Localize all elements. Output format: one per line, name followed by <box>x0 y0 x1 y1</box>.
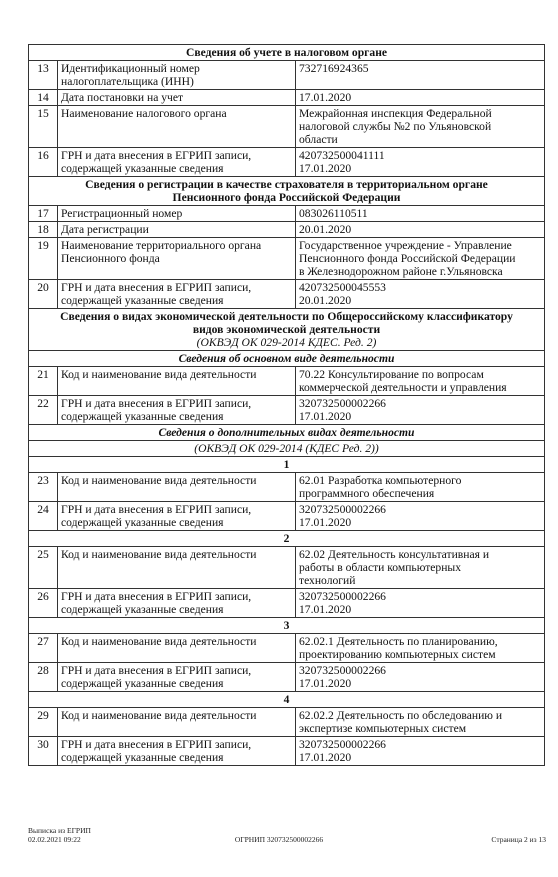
footer-ogrnip: ОГРНИП 320732500002266 <box>234 835 324 844</box>
group-number: 1 <box>29 457 545 473</box>
row-label: Код и наименование вида деятельности <box>58 473 296 502</box>
subsection-header-extra <box>29 425 545 441</box>
subsection-header-main <box>29 351 545 367</box>
footer-page-number: Страница 2 из 13 <box>491 835 546 844</box>
row-label: Код и наименование вида деятельности <box>58 634 296 663</box>
row-number: 16 <box>29 148 58 177</box>
row-label: Дата регистрации <box>58 222 296 238</box>
row-value: 320732500002266 17.01.2020 <box>296 396 545 425</box>
row-label: Код и наименование вида деятельности <box>58 708 296 737</box>
row-number: 26 <box>29 589 58 618</box>
section-header-tax <box>29 45 545 61</box>
table-row <box>29 547 545 589</box>
subsection-note: (ОКВЭД ОК 029-2014 (КДЕС Ред. 2)) <box>29 441 545 457</box>
group-number: 2 <box>29 531 545 547</box>
row-value: 70.22 Консультирование по вопросам коммерческой деятельности и управления <box>296 367 545 396</box>
section-header-okved <box>29 309 545 351</box>
row-number: 13 <box>29 61 58 90</box>
row-label: ГРН и дата внесения в ЕГРИП записи, содержащей указанные сведения <box>58 737 296 766</box>
table-row <box>29 634 545 663</box>
table-row <box>29 367 545 396</box>
group-number: 4 <box>29 692 545 708</box>
row-number: 25 <box>29 547 58 589</box>
table-row <box>29 61 545 90</box>
row-number: 24 <box>29 502 58 531</box>
row-label: ГРН и дата внесения в ЕГРИП записи, содержащей указанные сведения <box>58 280 296 309</box>
table-row <box>29 473 545 502</box>
row-label: Наименование территориального органа Пенсионного фонда <box>58 238 296 280</box>
table-row <box>29 238 545 280</box>
subsection-note-row <box>29 441 545 457</box>
group-header <box>29 618 545 634</box>
row-value: 320732500002266 17.01.2020 <box>296 589 545 618</box>
footer-doc-title: Выписка из ЕГРИП <box>28 826 91 835</box>
table-row <box>29 222 545 238</box>
row-value: 62.02 Деятельность консультативная и работы в области компьютерных технологий <box>296 547 545 589</box>
subsection-title: Сведения о дополнительных видах деятельности <box>29 425 545 441</box>
row-value: 62.02.1 Деятельность по планированию, проектированию компьютерных систем <box>296 634 545 663</box>
table-row <box>29 148 545 177</box>
row-number: 28 <box>29 663 58 692</box>
row-label: ГРН и дата внесения в ЕГРИП записи, содержащей указанные сведения <box>58 663 296 692</box>
group-number: 3 <box>29 618 545 634</box>
group-header <box>29 692 545 708</box>
row-label: Код и наименование вида деятельности <box>58 367 296 396</box>
row-number: 22 <box>29 396 58 425</box>
row-value: 083026110511 <box>296 206 545 222</box>
table-row <box>29 502 545 531</box>
table-row <box>29 206 545 222</box>
row-number: 29 <box>29 708 58 737</box>
row-number: 27 <box>29 634 58 663</box>
egrip-extract-table <box>28 44 545 766</box>
row-label: Идентификационный номер налогоплательщика (ИНН) <box>58 61 296 90</box>
table-row <box>29 663 545 692</box>
row-value: Межрайонная инспекция Федеральной налоговой службы №2 по Ульяновской области <box>296 106 545 148</box>
section-title: Сведения о регистрации в качестве страхователя в территориальном органе Пенсионного фонда Российской Федерации <box>29 177 545 206</box>
row-value: Государственное учреждение - Управление Пенсионного фонда Российской Федерации в Железнодорожном районе г.Ульяновска <box>296 238 545 280</box>
row-value: 732716924365 <box>296 61 545 90</box>
table-row <box>29 90 545 106</box>
table-row <box>29 589 545 618</box>
row-number: 17 <box>29 206 58 222</box>
row-value: 420732500045553 20.01.2020 <box>296 280 545 309</box>
row-value: 62.01 Разработка компьютерного программного обеспечения <box>296 473 545 502</box>
subsection-title: Сведения об основном виде деятельности <box>29 351 545 367</box>
row-value: 320732500002266 17.01.2020 <box>296 502 545 531</box>
row-number: 20 <box>29 280 58 309</box>
row-value: 17.01.2020 <box>296 90 545 106</box>
row-label: ГРН и дата внесения в ЕГРИП записи, содержащей указанные сведения <box>58 148 296 177</box>
table-row <box>29 280 545 309</box>
section-note: (ОКВЭД ОК 029-2014 КДЕС. Ред. 2) <box>196 336 377 349</box>
row-label: Код и наименование вида деятельности <box>58 547 296 589</box>
row-label: ГРН и дата внесения в ЕГРИП записи, содержащей указанные сведения <box>58 589 296 618</box>
row-value: 320732500002266 17.01.2020 <box>296 663 545 692</box>
row-label: Наименование налогового органа <box>58 106 296 148</box>
row-number: 23 <box>29 473 58 502</box>
table-row <box>29 708 545 737</box>
table-row <box>29 396 545 425</box>
row-value: 320732500002266 17.01.2020 <box>296 737 545 766</box>
row-value: 420732500041111 17.01.2020 <box>296 148 545 177</box>
row-label: Дата постановки на учет <box>58 90 296 106</box>
row-value: 20.01.2020 <box>296 222 545 238</box>
group-header <box>29 531 545 547</box>
section-header-pfr <box>29 177 545 206</box>
row-number: 14 <box>29 90 58 106</box>
row-number: 15 <box>29 106 58 148</box>
row-number: 18 <box>29 222 58 238</box>
row-label: Регистрационный номер <box>58 206 296 222</box>
row-label: ГРН и дата внесения в ЕГРИП записи, содержащей указанные сведения <box>58 502 296 531</box>
row-number: 19 <box>29 238 58 280</box>
row-number: 30 <box>29 737 58 766</box>
table-row <box>29 737 545 766</box>
row-number: 21 <box>29 367 58 396</box>
section-title: Сведения об учете в налоговом органе <box>29 45 545 61</box>
table-row <box>29 106 545 148</box>
section-title: Сведения о видах экономической деятельности по Общероссийскому классификатору видов экономической деятельности (ОКВЭД ОК 029-2014 КДЕС. Ред. 2) <box>29 309 545 351</box>
group-header <box>29 457 545 473</box>
footer-doc-datetime: 02.02.2021 09:22 <box>28 835 81 844</box>
row-value: 62.02.2 Деятельность по обследованию и экспертизе компьютерных систем <box>296 708 545 737</box>
row-label: ГРН и дата внесения в ЕГРИП записи, содержащей указанные сведения <box>58 396 296 425</box>
